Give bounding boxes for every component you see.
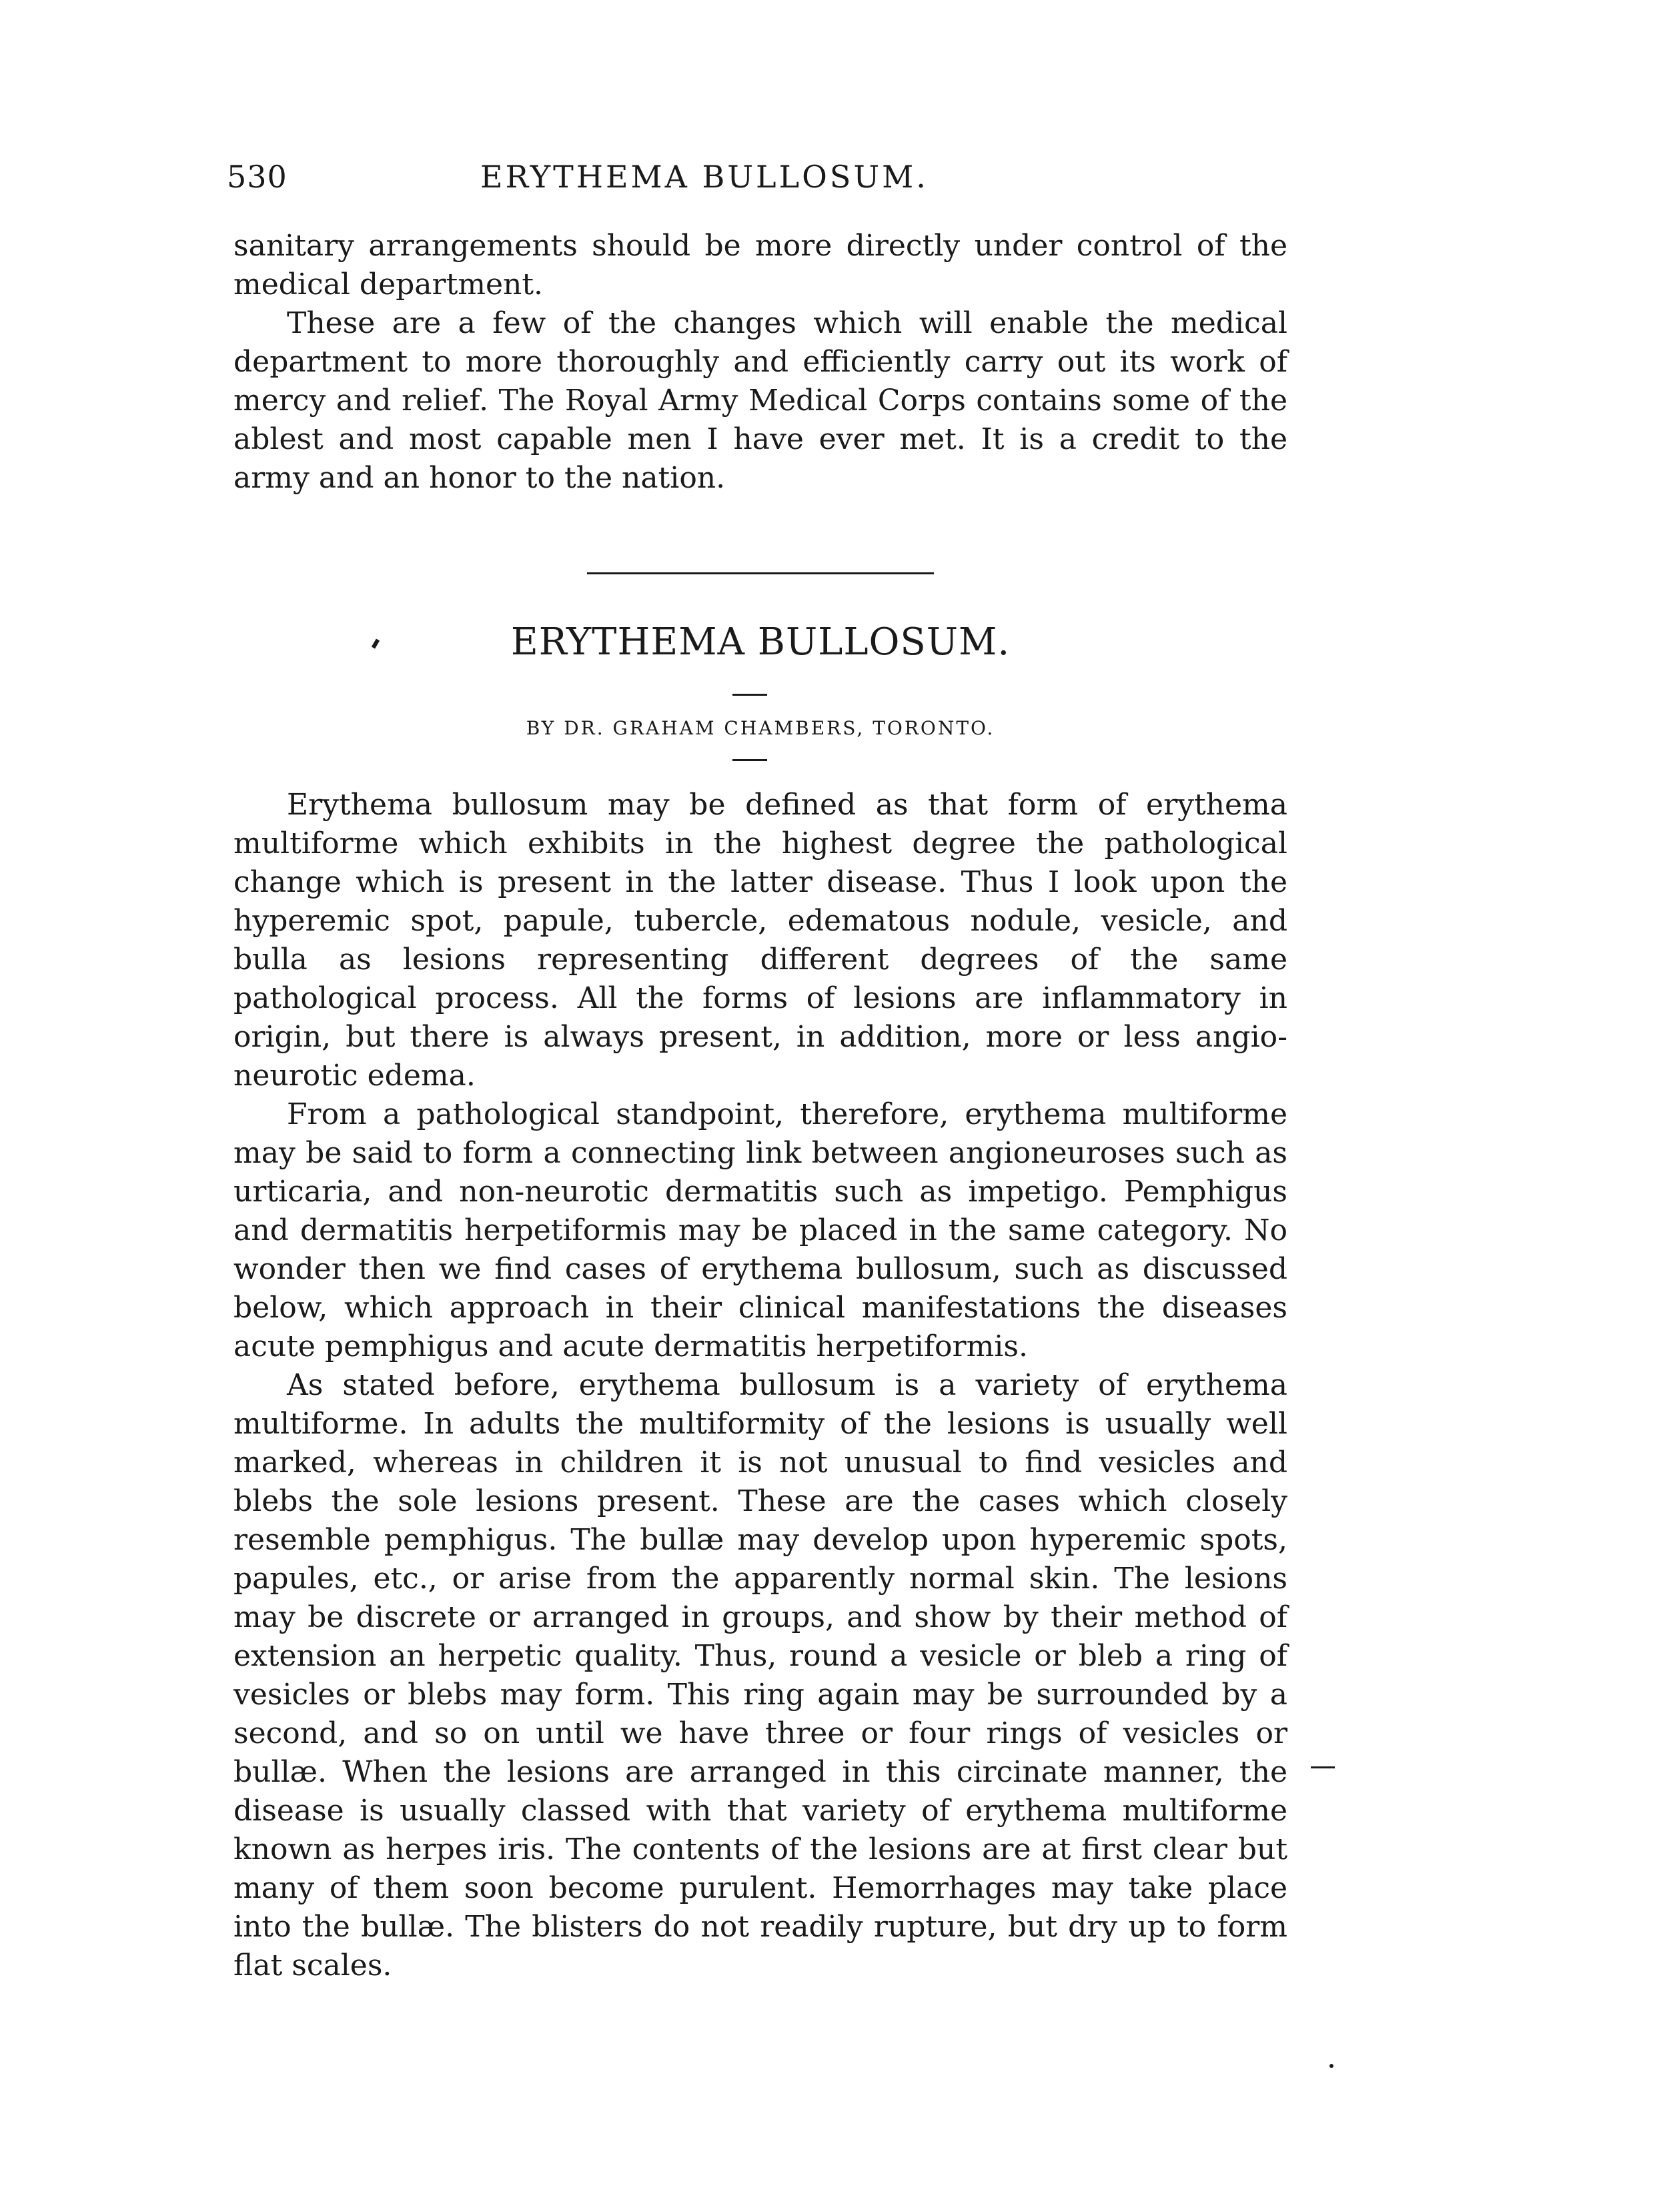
article-title: ERYTHEMA BULLOSUM. [510, 620, 1011, 664]
running-title: ERYTHEMA BULLOSUM. [480, 159, 929, 195]
title-dash [732, 694, 767, 696]
body-paragraph: From a pathological standpoint, therefore, erythema multiforme may be said to form a connecting link between angioneuroses such as urticaria, and non-neurotic dermatitis such as impetigo. Pemphigus and dermatitis herpetiformis may be placed in the same category. No wonder then we find cases of erythema bullosum, such as discussed below, which approach in their clinical manifestations the diseases acute pemphigus and acute dermatitis herpetiformis. [233, 1097, 1287, 1363]
running-head [227, 159, 1287, 205]
page-number: 530 [227, 159, 288, 195]
byline-dash [732, 759, 767, 761]
article-byline: BY DR. GRAHAM CHAMBERS, TORONTO. [526, 717, 995, 739]
margin-mark [1311, 1766, 1335, 1768]
body-paragraph: sanitary arrangements should be more directly under control of the medical department. [233, 229, 1287, 302]
body-paragraph: These are a few of the changes which will enable the medical department to more thoroughly and efficiently carry out its work of mercy and relief. The Royal Army Medical Corps contains some of the ablest and most capable men I have ever met. It is a credit to the army and an honor to the nation. [233, 306, 1287, 495]
article-body [233, 786, 1287, 1985]
section-divider-rule [587, 572, 934, 574]
body-paragraph: As stated before, erythema bullosum is a variety of erythema multiforme. In adults the multiformity of the lesions is usually well marked, whereas in children it is not unusual to find vesicles and blebs the sole lesions present. These are the cases which closely resemble pemphigus. The bullæ may develop upon hyperemic spots, papules, etc., or arise from the apparently normal skin. The lesions may be discrete or arranged in groups, and show by their method of extension an herpetic quality. Thus, round a vesicle or bleb a ring of vesicles or blebs may form. This ring again may be surrounded by a second, and so on until we have three or four rings of vesicles or bullæ. When the lesions are arranged in this circinate manner, the disease is usually classed with that variety of erythema multiforme known as herpes iris. The contents of the lesions are at first clear but many of them soon become purulent. Hemorrhages may take place into the bullæ. The blisters do not readily rupture, but dry up to form flat scales. [233, 1368, 1287, 1983]
preceding-article-ending [233, 227, 1287, 498]
body-paragraph: Erythema bullosum may be defined as that form of erythema multiforme which exhibits in the highest degree the pathological change which is present in the latter disease. Thus I look upon the hyperemic spot, papule, tubercle, edematous nodule, vesicle, and bulla as lesions representing different degrees of the same pathological process. All the forms of lesions are inflammatory in origin, but there is always present, in addition, more or less angio-neurotic edema. [233, 788, 1287, 1093]
margin-dot [1329, 2064, 1333, 2068]
